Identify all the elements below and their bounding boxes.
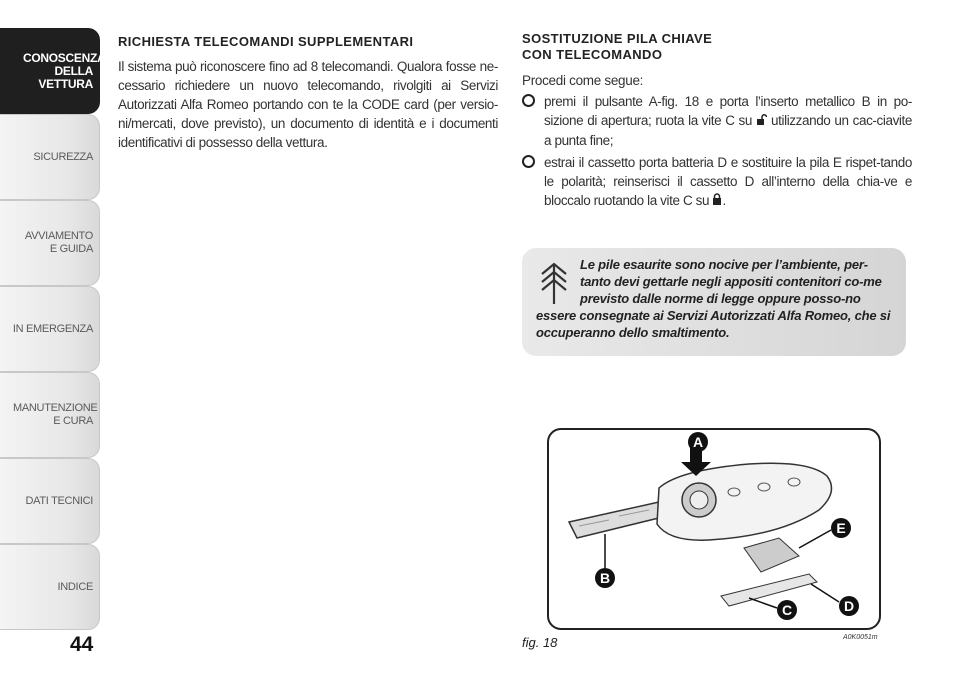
section-heading: RICHIESTA TELECOMANDI SUPPLEMENTARI bbox=[118, 34, 414, 49]
label-a: A bbox=[692, 434, 704, 450]
environment-note bbox=[522, 248, 906, 356]
tab-avviamento[interactable]: AVVIAMENTO E GUIDA bbox=[0, 200, 100, 286]
key-figure bbox=[547, 428, 881, 630]
bullet-icon bbox=[522, 155, 535, 168]
left-column bbox=[118, 34, 498, 152]
list-item: premi il pulsante A-fig. 18 e porta l’inserto metallico B in po-sizione di apertura; ruota la vite C su utilizzando un cac-ciavite a punta fine; bbox=[522, 92, 912, 150]
label-b: B bbox=[599, 570, 611, 586]
bullet-icon bbox=[522, 94, 535, 107]
label-d: D bbox=[843, 598, 855, 614]
key-diagram bbox=[549, 430, 879, 628]
tab-conoscenza[interactable]: CONOSCENZA DELLA VETTURA bbox=[0, 28, 100, 114]
section-heading: SOSTITUZIONE PILA CHIAVE CON TELECOMANDO bbox=[522, 31, 713, 62]
page-number: 44 bbox=[70, 633, 94, 656]
tab-sicurezza[interactable]: SICUREZZA bbox=[0, 114, 100, 200]
figure-code: A0K0051m bbox=[843, 634, 878, 641]
lock-icon bbox=[712, 192, 722, 211]
body-paragraph: Il sistema può riconoscere fino ad 8 telecomandi. Qualora fosse ne-cessario richiedere un nuovo telecomando, rivolgiti ai Servizi Autorizzati Alfa Romeo portando con te la CODE card (per versio-ni/mercati, dove previsto), un documento di identità e i documenti identificativi di possesso della vettura. bbox=[118, 59, 498, 150]
label-c: C bbox=[781, 602, 793, 618]
tab-manutenzione[interactable]: MANUTENZIONE E CURA bbox=[0, 372, 100, 458]
steps-list bbox=[522, 92, 912, 211]
tab-emergenza[interactable]: IN EMERGENZA bbox=[0, 286, 100, 372]
recycle-warning-icon bbox=[536, 258, 572, 306]
note-text: Le pile esaurite sono nocive per l’ambiente, per-tanto devi gettarle negli appositi contenitori co-me previsto dalle norme di legge oppure posso-no essere consegnate ai Servizi Autorizzati Alfa Romeo, che si occuperanno dello smaltimento. bbox=[536, 257, 891, 340]
label-e: E bbox=[836, 520, 846, 536]
list-item: estrai il cassetto porta batteria D e sostituire la pila E rispet-tando le polarità; reinserisci il cassetto D all’interno della chia-ve e bloccalo ruotando la vite C su . bbox=[522, 153, 912, 211]
tab-dati-tecnici[interactable]: DATI TECNICI bbox=[0, 458, 100, 544]
unlock-icon bbox=[756, 112, 767, 131]
right-column bbox=[522, 31, 912, 214]
figure-caption: fig. 18 bbox=[522, 635, 558, 650]
tab-indice[interactable]: INDICE bbox=[0, 544, 100, 630]
intro-text: Procedi come segue: bbox=[522, 73, 644, 88]
